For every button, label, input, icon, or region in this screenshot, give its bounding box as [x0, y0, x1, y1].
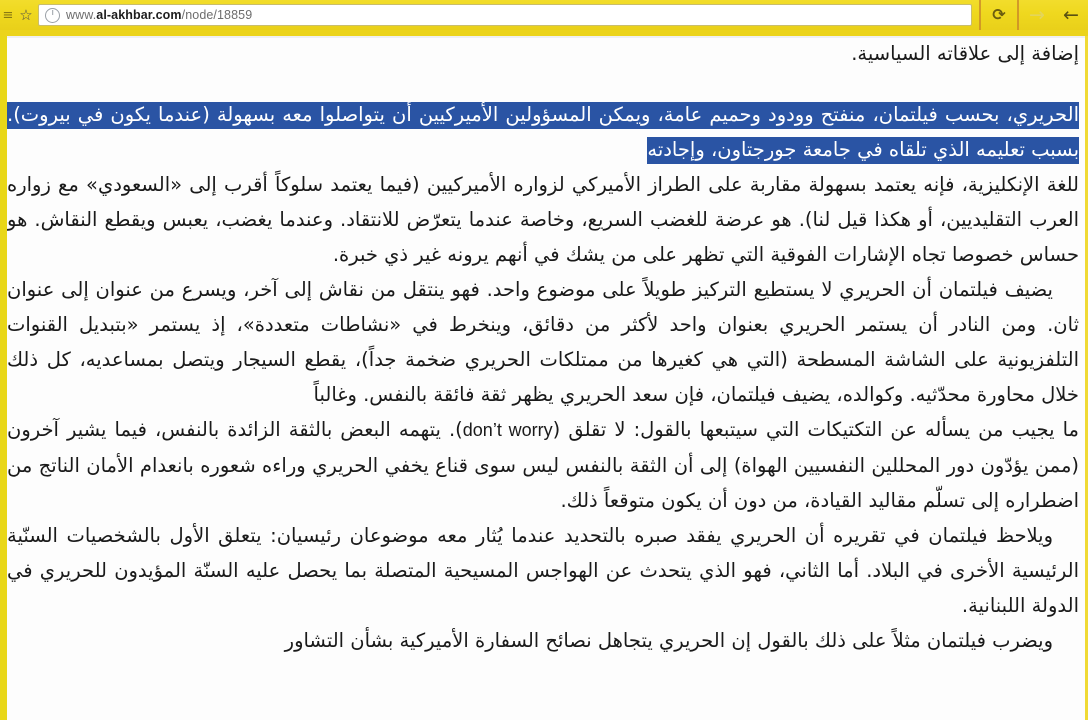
page-viewport[interactable] — [7, 36, 1085, 720]
article-body — [7, 36, 1085, 658]
paragraph-selected[interactable] — [7, 97, 1079, 167]
bookmark-star-icon[interactable]: ☆ — [19, 5, 33, 24]
browser-toolbar — [0, 0, 1088, 30]
url-path: /node/18859 — [181, 8, 253, 22]
toolbar-divider-2 — [979, 0, 981, 30]
paragraph-3-post: ). يتهمه البعض بالثقة الزائدة بالنفس، فيما يشير آخرون (ممن يؤدّون دور المحللين النفسيين الهواة) إلى أن الثقة بالنفس ليس سوى قناع يخفي الحريري وراءه شعوره بانعدام الأمان الناتج من اضطراره إلى تسلّم مقاليد القيادة، من دون أن يكون متوقعاً ذلك. — [7, 418, 1079, 512]
url-text — [66, 8, 252, 22]
url-host: al-akhbar.com — [96, 8, 182, 22]
window-left-rail — [0, 30, 7, 720]
page-info-icon[interactable] — [45, 8, 60, 23]
paragraph-2: يضيف فيلتمان أن الحريري لا يستطيع التركيز طويلاً على موضوع واحد. فهو ينتقل من نقاش إلى آخر، ويسرع من عنوان إلى عنوان ثان. ومن النادر أن يستمر الحريري بعنوان واحد لأكثر من دقائق، وينخرط في «نشاطات متعددة»، إذ يستمر «بتبديل القنوات التلفزيونية على الشاشة المسطحة (التي هي كغيرها من ممتلكات الحريري ضخمة جداً)، يقطع السيجار ويتصل بمساعديه، كل ذلك خلال محاورة محدّثيه. وكوالده، يضيف فيلتمان، فإن سعد الحريري يظهر ثقة فائقة بالنفس. وغالباً — [7, 278, 1079, 406]
reload-icon[interactable]: ⟳ — [992, 5, 1006, 24]
url-www: www. — [66, 8, 97, 22]
paragraph-lead-tail: إضافة إلى علاقاته السياسية. — [851, 42, 1079, 65]
paragraph-4: ويلاحظ فيلتمان في تقريره أن الحريري يفقد صبره بالتحديد عندما يُثار معه موضوعان رئيسيان: يتعلق الأول بالشخصيات السنّية الرئيسية الأخرى في البلاد. أما الثاني، فهو الذي يتحدث عن الهواجس المسيحية المتصلة بما يحصل عليه السنّة المؤيدون للحريري في الدولة اللبنانية. — [7, 524, 1079, 617]
toolbar-divider — [1017, 0, 1019, 30]
paragraph-5: ويضرب فيلتمان مثلاً على ذلك بالقول إن الحريري يتجاهل نصائح السفارة الأميركية بشأن التشاور — [284, 629, 1053, 652]
latin-phrase: don’t worry — [462, 420, 553, 440]
back-arrow-icon[interactable]: ← — [1063, 3, 1079, 26]
address-bar[interactable] — [38, 4, 972, 26]
paragraph-3-pre: ما يجيب من يسأله عن التكتيكات التي سيتبعها بالقول: لا تقلق ( — [552, 418, 1079, 441]
page-top-edge — [7, 36, 1085, 38]
paragraph-3-with-latin — [7, 412, 1079, 518]
menu-icon[interactable]: ≡ — [2, 7, 14, 23]
paragraph-1: للغة الإنكليزية، فإنه يعتمد بسهولة مقاربة على الطراز الأميركي لزواره الأميركيين (فيما يعتمد سلوكاً أقرب إلى «السعودي» مع زواره العرب التقليديين، أو هكذا قيل لنا). هو عرضة للغضب السريع، وخاصة عندما يتعرّض للانتقاد. وعندما يغضب، يعبس ويقطع النقاش. هو حساس خصوصا تجاه الإشارات الفوقية التي تظهر على من يشك في أنهم يرونه غير ذي خبرة. — [7, 173, 1079, 266]
text-selection-highlight[interactable]: الحريري، بحسب فيلتمان، منفتح وودود وحميم عامة، ويمكن المسؤولين الأميركيين أن يتواصلوا معه بسهولة (عندما يكون في بيروت). بسبب تعليمه الذي تلقاه في جامعة جورجتاون، وإجادته — [7, 102, 1079, 164]
forward-arrow-icon[interactable]: → — [1029, 3, 1045, 26]
paragraph-gap — [7, 71, 1079, 97]
toolbar-bottom-strip — [0, 30, 1088, 36]
